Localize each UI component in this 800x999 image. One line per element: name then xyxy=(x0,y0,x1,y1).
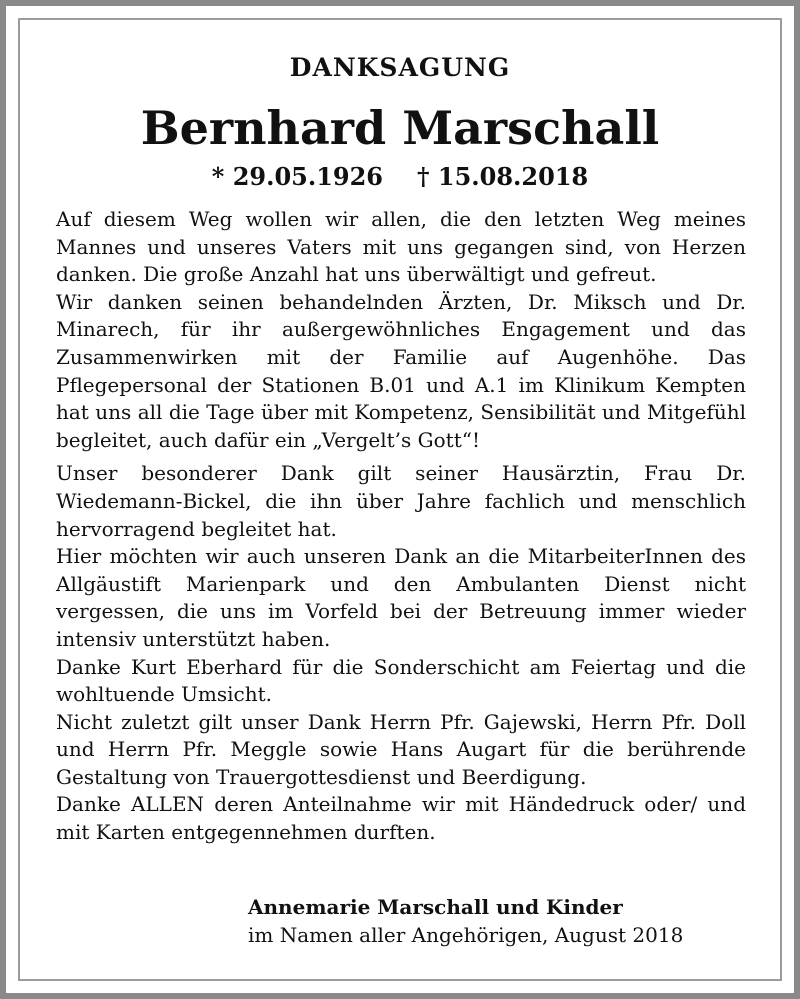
notice-heading: DANKSAGUNG xyxy=(289,53,511,82)
signature-name: Annemarie Marschall und Kinder xyxy=(248,895,623,919)
paragraph-7: Danke ALLEN deren Anteilnahme wir mit Händedruck oder/ und mit Karten entgegennehmen durften. xyxy=(56,792,746,845)
paragraph-4: Hier möchten wir auch unseren Dank an die MitarbeiterInnen des Allgäustift Marienpark und den Ambulanten Dienst nicht vergessen, die uns im Vorfeld bei der Betreuung immer wieder intensiv unterstützt haben. xyxy=(56,544,746,651)
paragraph-5: Danke Kurt Eberhard für die Sonderschicht am Feiertag und die wohltuende Umsicht. xyxy=(56,654,746,707)
birth-date: * 29.05.1926 xyxy=(211,162,383,191)
notice-body xyxy=(56,206,746,847)
signature-line: im Namen aller Angehörigen, August 2018 xyxy=(248,923,684,947)
paragraph-6: Nicht zuletzt gilt unser Dank Herrn Pfr. Gajewski, Herrn Pfr. Doll und Herrn Pfr. Meggle sowie Hans Augart für die berührende Gestaltung von Trauergottesdienst und Beerdigung. xyxy=(56,709,746,789)
death-date: † 15.08.2018 xyxy=(417,162,589,191)
paragraph-2: Wir danken seinen behandelnden Ärzten, Dr. Miksch und Dr. Minarech, für ihr außergewöhnliches Engagement und das Zusammenwirken mit der Familie auf Augenhöhe. Das Pflegepersonal der Stationen B.01 und A.1 im Klinikum Kempten hat uns all die Tage über mit Kompetenz, Sensibilität und Mitgefühl begleitet, auch dafür ein „Vergelt’s Gott“! xyxy=(56,289,746,452)
life-dates xyxy=(0,162,800,191)
paragraph-3: Unser besonderer Dank gilt seiner Hausärztin, Frau Dr. Wiedemann-Bickel, die ihn über Jahre fachlich und menschlich hervorragend begleitet hat. xyxy=(56,461,746,541)
deceased-name: Bernhard Marschall xyxy=(140,101,660,155)
paragraph-1: Auf diesem Weg wollen wir allen, die den letzten Weg meines Mannes und unseres Vaters mit uns gegangen sind, von Herzen danken. Die große Anzahl hat uns überwältigt und gefreut. xyxy=(56,207,746,287)
signature xyxy=(248,893,683,949)
